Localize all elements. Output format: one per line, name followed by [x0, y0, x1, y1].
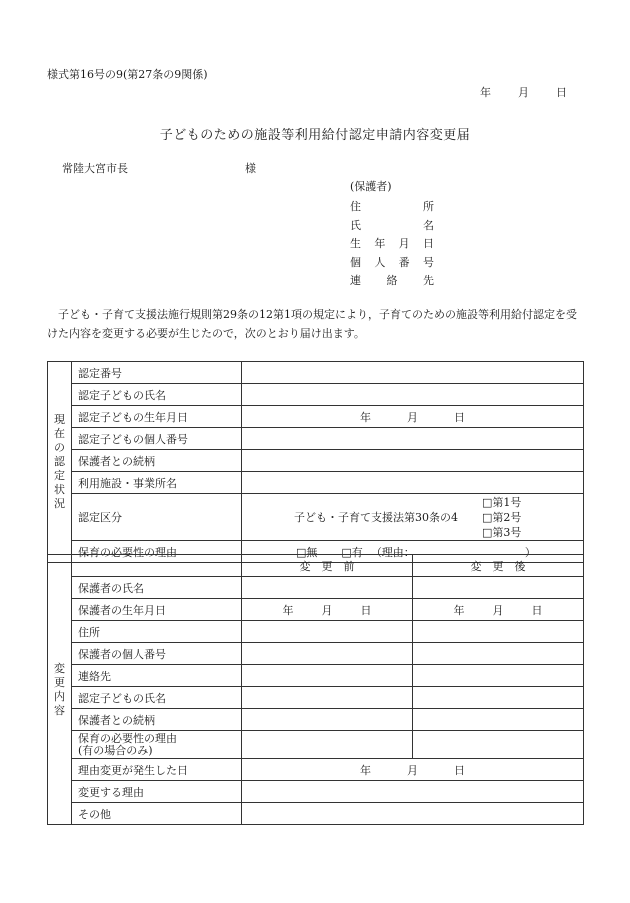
category-law-text: 子ども・子育て支援法第30条の4 [294, 511, 458, 524]
necessity-close-paren: ） [524, 545, 536, 559]
guardian-name-change-label: 保護者の氏名 [72, 577, 242, 599]
child-name-field[interactable] [242, 384, 584, 406]
necessity-after-field[interactable] [413, 731, 584, 759]
current-status-table [47, 361, 584, 563]
relation-after-field[interactable] [413, 709, 584, 731]
change-details-table [47, 554, 584, 825]
necessity-change-label [72, 731, 242, 759]
cert-number-field[interactable] [242, 362, 584, 384]
necessity-yes-checkbox[interactable]: □有 [341, 545, 363, 559]
child-name-after-field[interactable] [413, 687, 584, 709]
relation-label: 保護者との続柄 [72, 450, 242, 472]
guardian-heading: (保護者) [350, 180, 392, 193]
facility-field[interactable] [242, 472, 584, 494]
necessity-none-checkbox[interactable]: □無 [296, 545, 318, 559]
address-before-field[interactable] [242, 621, 413, 643]
guardian-contact-label: 連絡先 [350, 274, 434, 287]
child-birth-label: 認定子どもの生年月日 [72, 406, 242, 428]
birth-day-label: 日 [454, 410, 465, 424]
date-day-label: 日 [556, 86, 567, 99]
guardian-birthdate-label: 生年月日 [350, 237, 434, 250]
month-label: 月 [407, 763, 418, 777]
guardian-block [350, 178, 434, 291]
birth-year-label: 年 [360, 410, 371, 424]
guardian-id-after-field[interactable] [413, 643, 584, 665]
child-name-before-field[interactable] [242, 687, 413, 709]
birth-month-label: 月 [407, 410, 418, 424]
addressee-honorific: 様 [245, 162, 256, 175]
child-name-label: 認定子どもの氏名 [72, 384, 242, 406]
guardian-name-label: 氏名 [350, 218, 434, 232]
change-date-field[interactable] [242, 759, 584, 781]
guardian-id-before-field[interactable] [242, 643, 413, 665]
necessity-label: 保育の必要性の理由 [72, 541, 242, 563]
relation-field[interactable] [242, 450, 584, 472]
guardian-id-change-label: 保護者の個人番号 [72, 643, 242, 665]
current-status-side-label: 現在の認定状況 [48, 362, 72, 563]
day-label: 日 [454, 763, 465, 777]
other-label: その他 [72, 803, 242, 825]
change-date-label: 理由変更が発生した日 [72, 759, 242, 781]
change-reason-label: 変更する理由 [72, 781, 242, 803]
month-label: 月 [492, 603, 504, 617]
date-month-label: 月 [518, 86, 529, 99]
month-label: 月 [321, 603, 333, 617]
guardian-birth-after-field[interactable] [413, 599, 584, 621]
after-column-header: 変 更 後 [413, 555, 584, 577]
child-id-field[interactable] [242, 428, 584, 450]
category-option-1[interactable]: □第1号 [482, 495, 522, 509]
guardian-birth-before-field[interactable] [242, 599, 413, 621]
change-header-blank [72, 555, 242, 577]
day-label: 日 [360, 603, 372, 617]
form-number: 様式第16号の9(第27条の9関係) [47, 68, 208, 81]
contact-before-field[interactable] [242, 665, 413, 687]
change-side-label: 変更内容 [48, 555, 72, 825]
category-option-3[interactable]: □第3号 [482, 525, 522, 539]
child-id-label: 認定子どもの個人番号 [72, 428, 242, 450]
necessity-before-field[interactable] [242, 731, 413, 759]
necessity-change-label-line2: (有の場合のみ) [78, 743, 153, 757]
necessity-change-label-line1: 保育の必要性の理由 [78, 731, 177, 745]
category-option-2[interactable]: □第2号 [482, 510, 522, 524]
guardian-address-label: 住所 [350, 200, 434, 213]
category-label: 認定区分 [72, 494, 242, 541]
guardian-name-before-field[interactable] [242, 577, 413, 599]
year-label: 年 [360, 763, 371, 777]
other-field[interactable] [242, 803, 584, 825]
before-column-header: 変 更 前 [242, 555, 413, 577]
submission-date [480, 84, 567, 100]
address-change-label: 住所 [72, 621, 242, 643]
guardian-id-number-label: 個人番号 [350, 255, 434, 269]
child-birth-field[interactable] [242, 406, 584, 428]
cert-number-label: 認定番号 [72, 362, 242, 384]
addressee-name: 常陸大宮市長 [62, 162, 128, 175]
change-reason-field[interactable] [242, 781, 584, 803]
child-name-change-label: 認定子どもの氏名 [72, 687, 242, 709]
guardian-birth-change-label: 保護者の生年月日 [72, 599, 242, 621]
date-year-label: 年 [480, 86, 491, 99]
document-title: 子どものための施設等利用給付認定申請内容変更届 [159, 128, 471, 143]
contact-change-label: 連絡先 [72, 665, 242, 687]
relation-change-label: 保護者との続柄 [72, 709, 242, 731]
category-field [242, 494, 584, 541]
day-label: 日 [531, 603, 543, 617]
necessity-reason-label: （理由： [370, 545, 415, 559]
declaration-text: 子ども・子育て支援法施行規則第29条の12第1項の規定により，子育てのための施設等利用給付認定を受けた内容を変更する必要が生じたので，次のとおり届け出ます。 [47, 308, 577, 340]
relation-before-field[interactable] [242, 709, 413, 731]
year-label: 年 [453, 603, 465, 617]
contact-after-field[interactable] [413, 665, 584, 687]
address-after-field[interactable] [413, 621, 584, 643]
guardian-name-after-field[interactable] [413, 577, 584, 599]
facility-label: 利用施設・事業所名 [72, 472, 242, 494]
year-label: 年 [282, 603, 294, 617]
